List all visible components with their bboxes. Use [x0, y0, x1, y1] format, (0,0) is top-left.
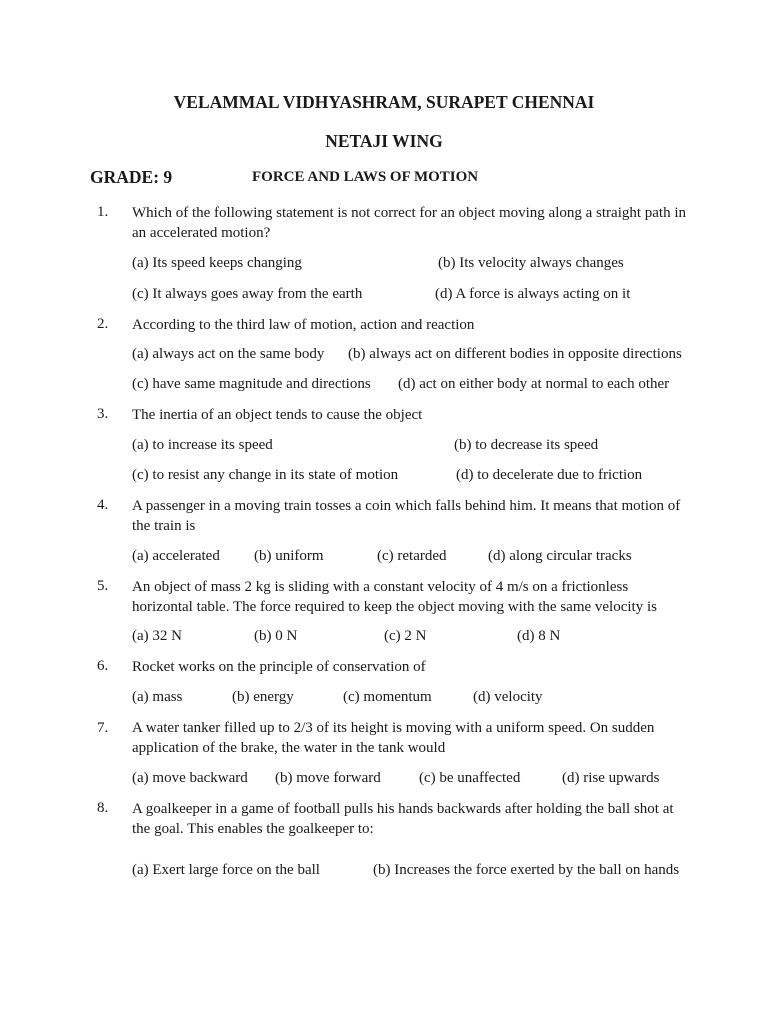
option-c: (c) to resist any change in its state of motion — [132, 467, 399, 483]
grade-label: GRADE: 9 — [90, 167, 173, 187]
question-number: 7. — [97, 720, 109, 736]
option-d: (d) A force is always acting on it — [435, 286, 631, 302]
question-text: A passenger in a moving train tosses a coin which falls behind him. It means that motion of the train is — [132, 498, 681, 534]
question-number: 4. — [97, 497, 109, 513]
wing-name: NETAJI WING — [325, 131, 443, 151]
option-c: (c) be unaffected — [419, 770, 521, 786]
question-number: 6. — [97, 658, 109, 674]
option-b: (b) uniform — [254, 548, 324, 564]
option-b: (b) to decrease its speed — [454, 437, 599, 453]
option-d: (d) 8 N — [517, 628, 561, 644]
question-number: 1. — [97, 204, 109, 220]
option-a: (a) 32 N — [132, 628, 182, 644]
question-text: Rocket works on the principle of conservation of — [132, 659, 426, 675]
question-number: 8. — [97, 800, 109, 816]
option-a: (a) to increase its speed — [132, 437, 273, 453]
option-a: (a) Its speed keeps changing — [132, 255, 302, 271]
topic-title: FORCE AND LAWS OF MOTION — [252, 169, 479, 185]
option-d: (d) act on either body at normal to each other — [398, 376, 670, 392]
option-c: (c) have same magnitude and directions — [132, 376, 371, 392]
question-text: According to the third law of motion, action and reaction — [132, 317, 475, 333]
school-name: VELAMMAL VIDHYASHRAM, SURAPET CHENNAI — [173, 92, 595, 112]
option-b: (b) energy — [232, 689, 294, 705]
question-text: A water tanker filled up to 2/3 of its height is moving with a uniform speed. On sudden application of the brake, the water in the tank would — [132, 720, 655, 756]
option-d: (d) along circular tracks — [488, 548, 632, 564]
option-c: (c) 2 N — [384, 628, 427, 644]
question-text: An object of mass 2 kg is sliding with a constant velocity of 4 m/s on a frictionless horizontal table. The force required to keep the object moving with the same velocity is — [132, 579, 657, 615]
option-b: (b) 0 N — [254, 628, 298, 644]
option-a: (a) mass — [132, 689, 183, 705]
option-a: (a) move backward — [132, 770, 248, 786]
option-c: (c) It always goes away from the earth — [132, 286, 363, 302]
option-d: (d) velocity — [473, 689, 543, 705]
option-c: (c) retarded — [377, 548, 447, 564]
option-d: (d) rise upwards — [562, 770, 660, 786]
option-d: (d) to decelerate due to friction — [456, 467, 643, 483]
question-number: 5. — [97, 578, 109, 594]
option-c: (c) momentum — [343, 689, 432, 705]
option-b: (b) Its velocity always changes — [438, 255, 624, 271]
option-b: (b) always act on different bodies in opposite directions — [348, 346, 682, 362]
question-text: Which of the following statement is not correct for an object moving along a straight path in an accelerated motion? — [132, 205, 687, 241]
question-text: The inertia of an object tends to cause the object — [132, 407, 423, 423]
option-b: (b) move forward — [275, 770, 381, 786]
option-a: (a) always act on the same body — [132, 346, 325, 362]
question-text: A goalkeeper in a game of football pulls his hands backwards after holding the ball shot at the goal. This enables the goalkeeper to: — [132, 801, 674, 837]
option-a: (a) accelerated — [132, 548, 220, 564]
option-a: (a) Exert large force on the ball — [132, 862, 320, 878]
question-number: 2. — [97, 316, 109, 332]
question-number: 3. — [97, 406, 109, 422]
option-b: (b) Increases the force exerted by the ball on hands — [373, 862, 680, 878]
